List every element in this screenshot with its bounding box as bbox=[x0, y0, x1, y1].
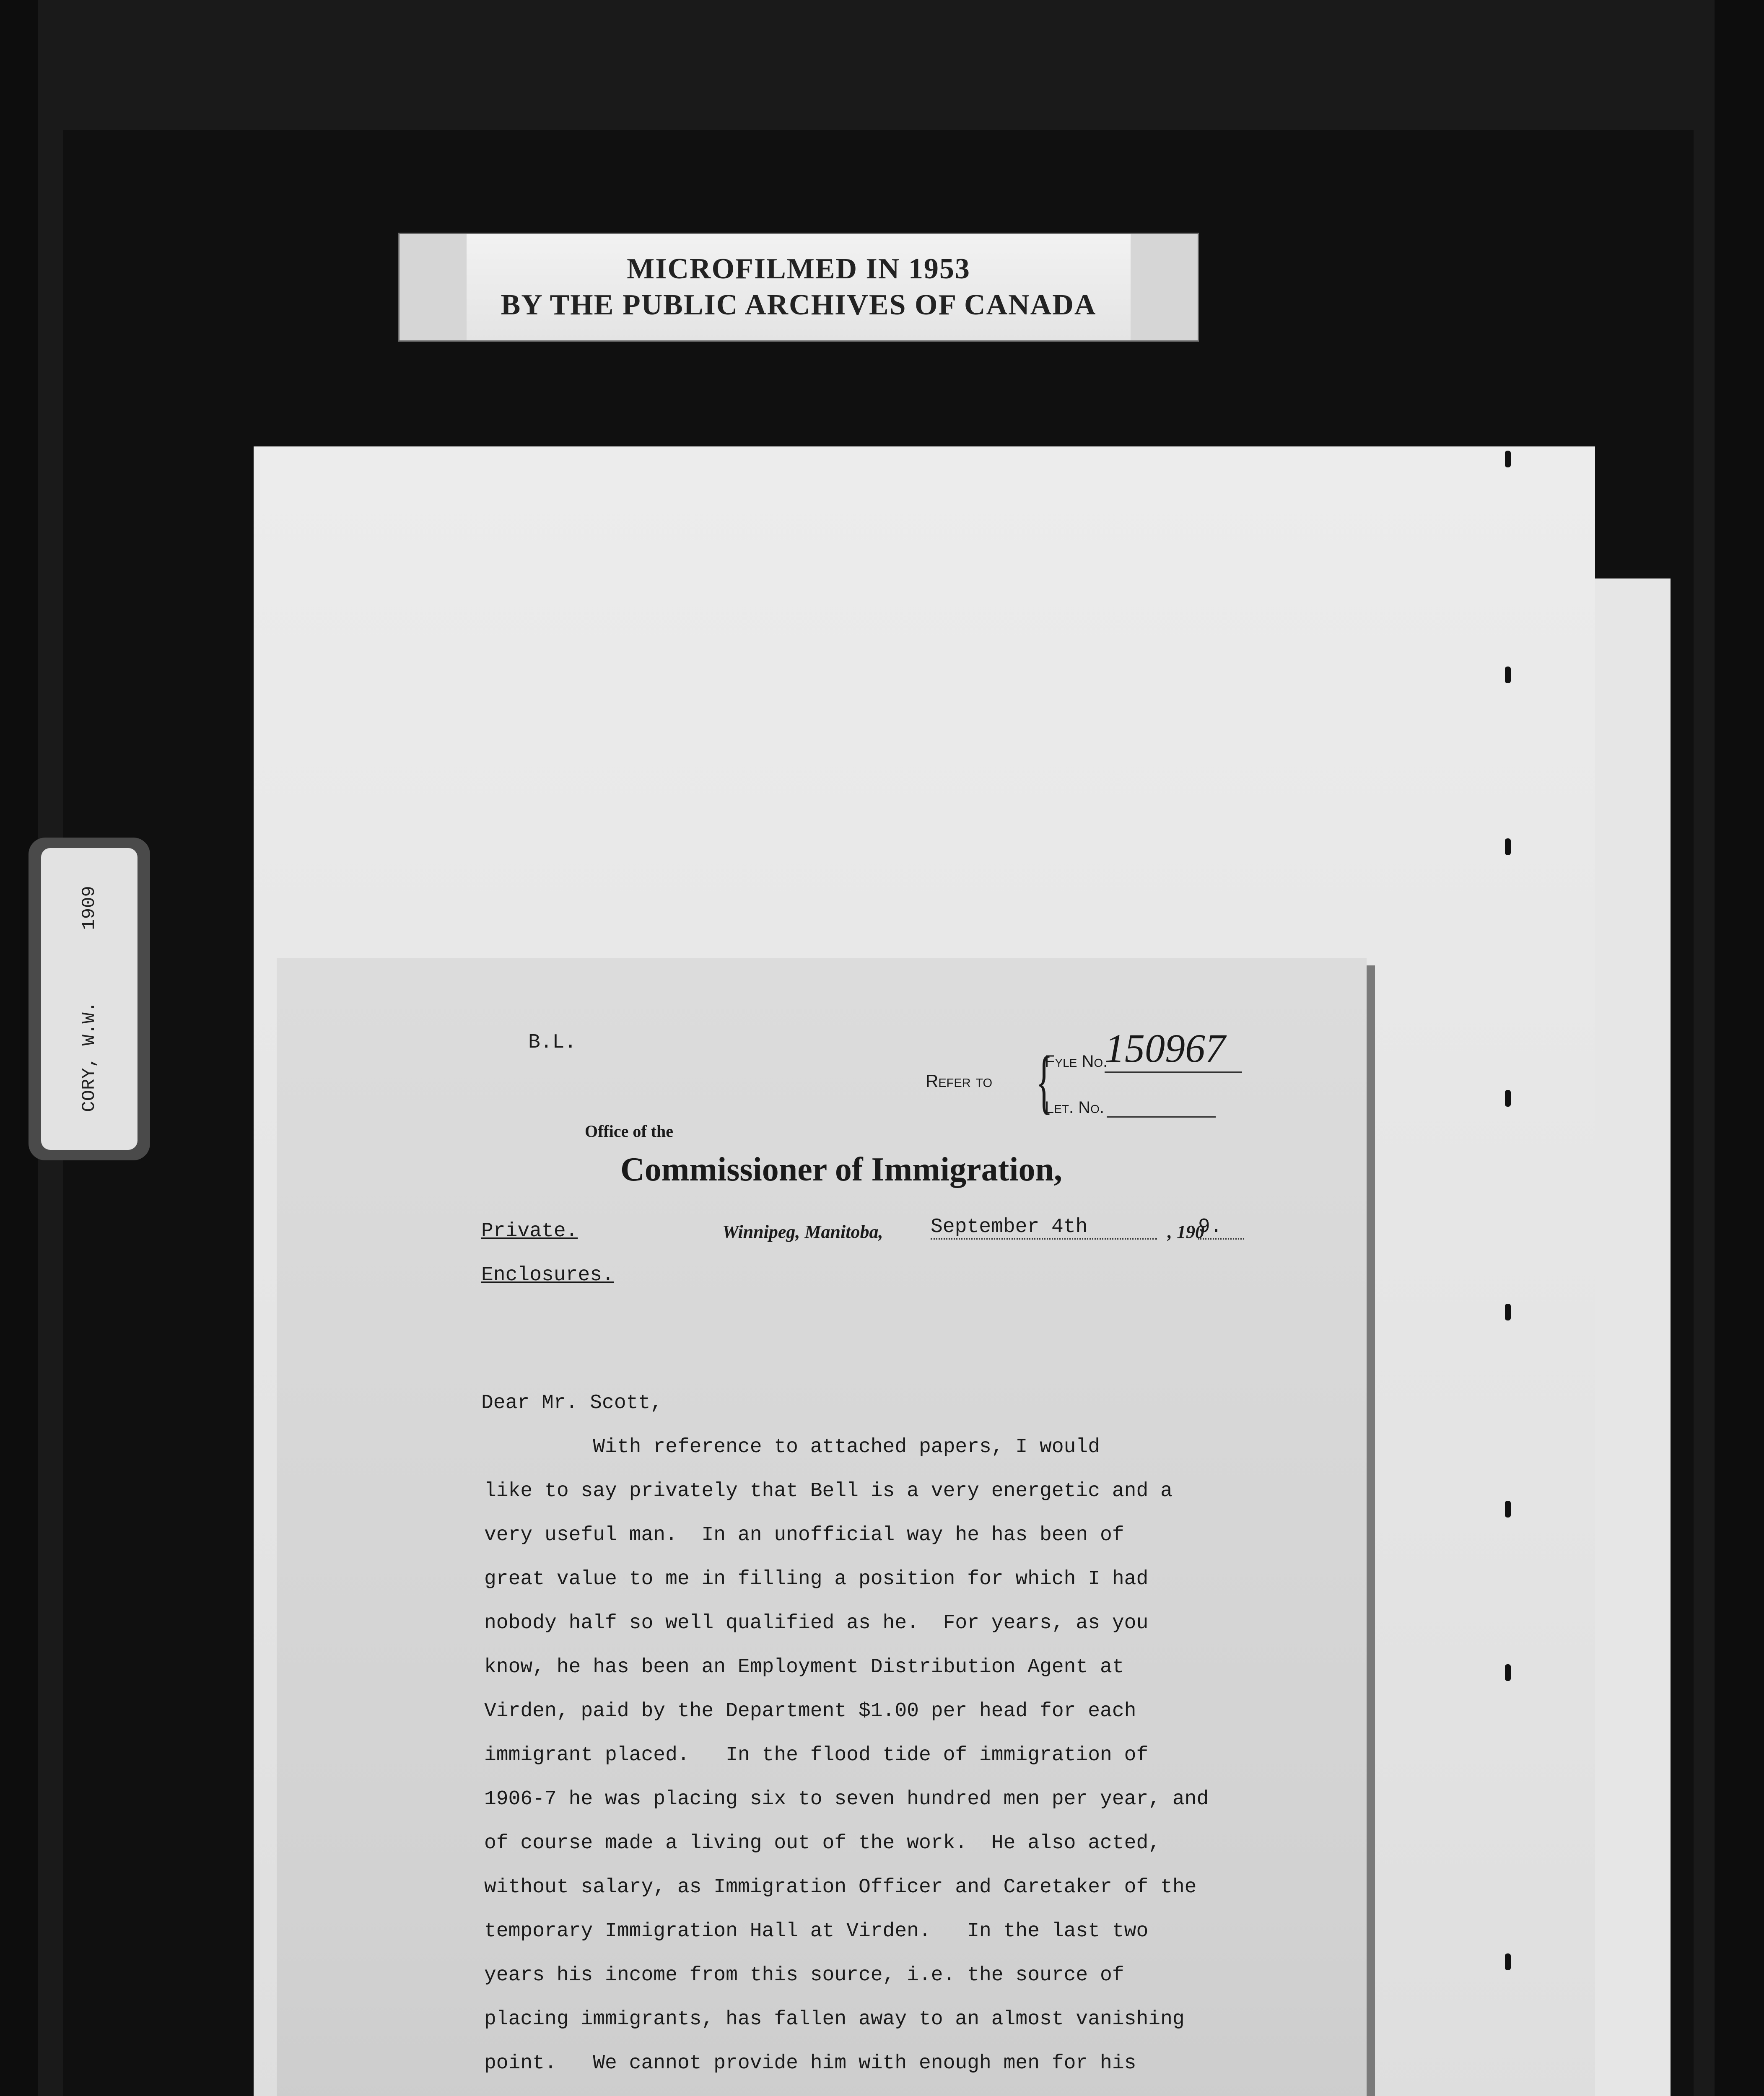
letter-date: September 4th bbox=[931, 1216, 1157, 1240]
file-side-tab-text bbox=[79, 886, 100, 1112]
letter-body-line: nobody half so well qualified as he. For years, as you bbox=[484, 1612, 1149, 1634]
letter-number-blank bbox=[1107, 1116, 1216, 1118]
file-side-tab-label bbox=[41, 848, 137, 1150]
letter-body-line: know, he has been an Employment Distribution Agent at bbox=[484, 1656, 1124, 1678]
letter-initials: B.L. bbox=[528, 1031, 577, 1054]
fyle-number-label: Fyle No. bbox=[1045, 1052, 1108, 1071]
punch-mark bbox=[1505, 451, 1511, 467]
file-tab-name: CORY, W.W. bbox=[79, 1001, 100, 1112]
letter-body-line: very useful man. In an unofficial way he has been of bbox=[484, 1524, 1124, 1546]
letter-body-line: placing immigrants, has fallen away to an almost vanishing bbox=[484, 2008, 1185, 2031]
letter-body-line: temporary Immigration Hall at Virden. In the last two bbox=[484, 1920, 1149, 1943]
letter-page bbox=[277, 958, 1367, 2096]
letter-body-line: years his income from this source, i.e. the source of bbox=[484, 1964, 1124, 1987]
letter-body-line: point. We cannot provide him with enough men for his bbox=[484, 2052, 1136, 2075]
letter-body-line: of course made a living out of the work. He also acted, bbox=[484, 1832, 1161, 1855]
letter-body-line: With reference to attached papers, I would bbox=[484, 1436, 1100, 1458]
backing-sheet-edge bbox=[1595, 578, 1671, 2096]
refer-brace: { bbox=[1035, 1042, 1053, 1121]
letter-body-line: like to say privately that Bell is a very energetic and a bbox=[484, 1480, 1173, 1502]
letter-body-line: 1906-7 he was placing six to seven hundred men per year, and bbox=[484, 1788, 1209, 1811]
letter-body-line: Virden, paid by the Department $1.00 per head for each bbox=[484, 1700, 1136, 1722]
letter-body-line: without salary, as Immigration Officer and Caretaker of the bbox=[484, 1876, 1197, 1899]
punch-mark bbox=[1505, 667, 1511, 683]
letter-number-label: Let. No. bbox=[1045, 1098, 1105, 1117]
punch-mark bbox=[1505, 838, 1511, 855]
letterhead-office: Office of the bbox=[585, 1122, 674, 1141]
letterhead-title: Commissioner of Immigration, bbox=[620, 1151, 1062, 1188]
fyle-number-value: 150967 bbox=[1105, 1025, 1242, 1073]
enclosures-note: Enclosures. bbox=[481, 1264, 614, 1287]
letter-year-suffix: 9. bbox=[1198, 1216, 1244, 1240]
label-tape-right bbox=[1131, 234, 1198, 340]
file-tab-year: 1909 bbox=[79, 886, 100, 930]
file-side-tab bbox=[29, 838, 150, 1160]
letter-place: Winnipeg, Manitoba, bbox=[722, 1222, 883, 1242]
punch-mark bbox=[1505, 1664, 1511, 1681]
punch-mark bbox=[1505, 1501, 1511, 1518]
letter-body-line: great value to me in filling a position for which I had bbox=[484, 1568, 1149, 1590]
private-note: Private. bbox=[481, 1220, 578, 1243]
archive-label-line-1: MICROFILMED IN 1953 bbox=[627, 253, 970, 285]
archive-label-line-2: BY THE PUBLIC ARCHIVES OF CANADA bbox=[501, 289, 1097, 321]
punch-mark bbox=[1505, 1304, 1511, 1320]
archive-microfilm-label bbox=[398, 233, 1199, 342]
letter-year-prefix: , 190 bbox=[1167, 1222, 1204, 1242]
label-tape-left bbox=[399, 234, 467, 340]
letter-salutation: Dear Mr. Scott, bbox=[481, 1392, 663, 1414]
punch-mark bbox=[1505, 1090, 1511, 1107]
letter-body-line: immigrant placed. In the flood tide of immigration of bbox=[484, 1744, 1149, 1767]
refer-to-label: Refer to bbox=[926, 1071, 993, 1091]
punch-mark bbox=[1505, 1953, 1511, 1970]
